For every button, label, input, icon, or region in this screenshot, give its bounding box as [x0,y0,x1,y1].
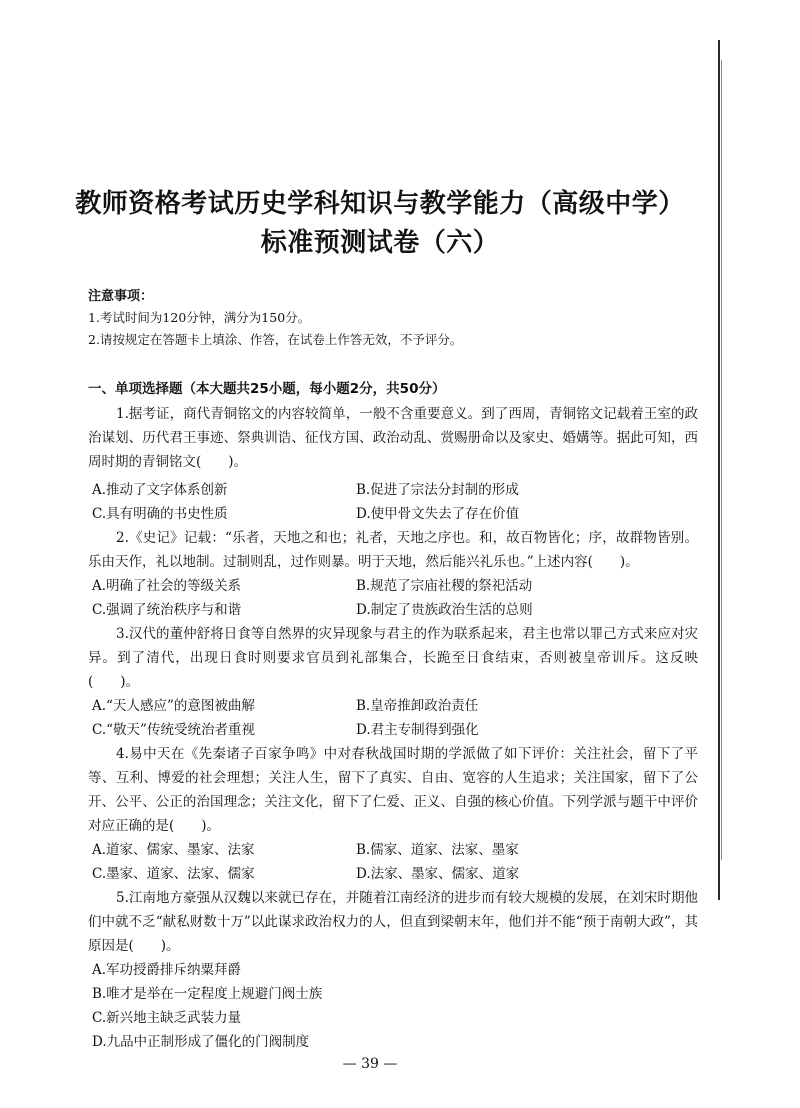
option-a: A.道家、儒家、墨家、法家 [92,842,255,858]
option-b: B.规范了宗庙社稷的祭祀活动 [356,578,533,594]
option-a: A.明确了社会的等级关系 [92,578,242,594]
option-a: A.“天人感应”的意图被曲解 [92,698,255,714]
notes-heading: 注意事项： [88,289,154,304]
option-a: A.军功授爵排斥纳粟拜爵 [92,962,242,978]
question-stem: 5.江南地方豪强从汉魏以来就已存在，并随着江南经济的进步而有较大规模的发展，在刘宋时期他们中就不乏“献私财数十万”以此谋求政治权力的人，但直到梁朝末年，他们并不能“预于南朝大政”，其原因是( )。 [88,890,698,954]
scan-edge-line-faint [721,60,722,860]
option-c: C.墨家、道家、法家、儒家 [92,866,255,882]
option-d: D.九品中正制形成了僵化的门阀制度 [92,1034,310,1050]
page-title: 教师资格考试历史学科知识与教学能力（高级中学） [75,189,685,219]
option-d: D.法家、墨家、儒家、道家 [356,866,520,882]
note-item: 1.考试时间为120分钟，满分为150分。 [88,310,311,325]
question-stem: 2.《史记》记载：“乐者，天地之和也；礼者，天地之序也。和，故百物皆化；序，故群物皆别。乐由天作，礼以地制。过制则乱，过作则暴。明于天地，然后能兴礼乐也。”上述内容( )。 [88,530,698,570]
option-c: C.具有明确的书史性质 [92,506,228,522]
option-d: D.制定了贵族政治生活的总则 [356,602,533,618]
option-d: D.使甲骨文失去了存在价值 [356,506,520,522]
option-b: B.儒家、道家、法家、墨家 [356,842,519,858]
option-b: B.促进了宗法分封制的形成 [356,482,519,498]
page-subtitle: 标准预测试卷（六） [260,228,500,258]
option-c: C.“敬天”传统受统治者重视 [92,722,255,738]
option-c: C.强调了统治秩序与和谐 [92,602,242,618]
option-b: B.唯才是举在一定程度上规避门阀士族 [92,986,323,1002]
page-number: — 39 — [342,1056,398,1072]
option-c: C.新兴地主缺乏武装力量 [92,1010,242,1026]
question-stem: 3.汉代的董仲舒将日食等自然界的灾异现象与君主的作为联系起来，君主也常以罪己方式来应对灾异。到了清代，出现日食时则要求官员到礼部集合，长跪至日食结束，否则被皇帝训斥。这反映( )。 [88,626,698,690]
option-a: A.推动了文字体系创新 [92,482,228,498]
note-item: 2.请按规定在答题卡上填涂、作答，在试卷上作答无效，不予评分。 [88,332,463,347]
question-stem: 1.据考证，商代青铜铭文的内容较简单，一般不含重要意义。到了西周，青铜铭文记载着王室的政治谋划、历代君王事迹、祭典训诰、征伐方国、政治动乱、赏赐册命以及家史、婚媾等。据此可知，西周时期的青铜铭文( )。 [88,406,698,470]
section-heading: 一、单项选择题（本大题共25小题，每小题2分，共50分） [88,381,446,397]
scan-edge-line [718,40,720,900]
option-d: D.君主专制得到强化 [356,722,479,738]
question-stem: 4.易中天在《先秦诸子百家争鸣》中对春秋战国时期的学派做了如下评价：关注社会，留下了平等、互利、博爱的社会理想；关注人生，留下了真实、自由、宽容的人生追求；关注国家，留下了公开、公平、公正的治国理念；关注文化，留下了仁爱、正义、自强的核心价值。下列学派与题干中评价对应正确的是( )。 [88,746,698,834]
option-b: B.皇帝推卸政治责任 [356,698,479,714]
